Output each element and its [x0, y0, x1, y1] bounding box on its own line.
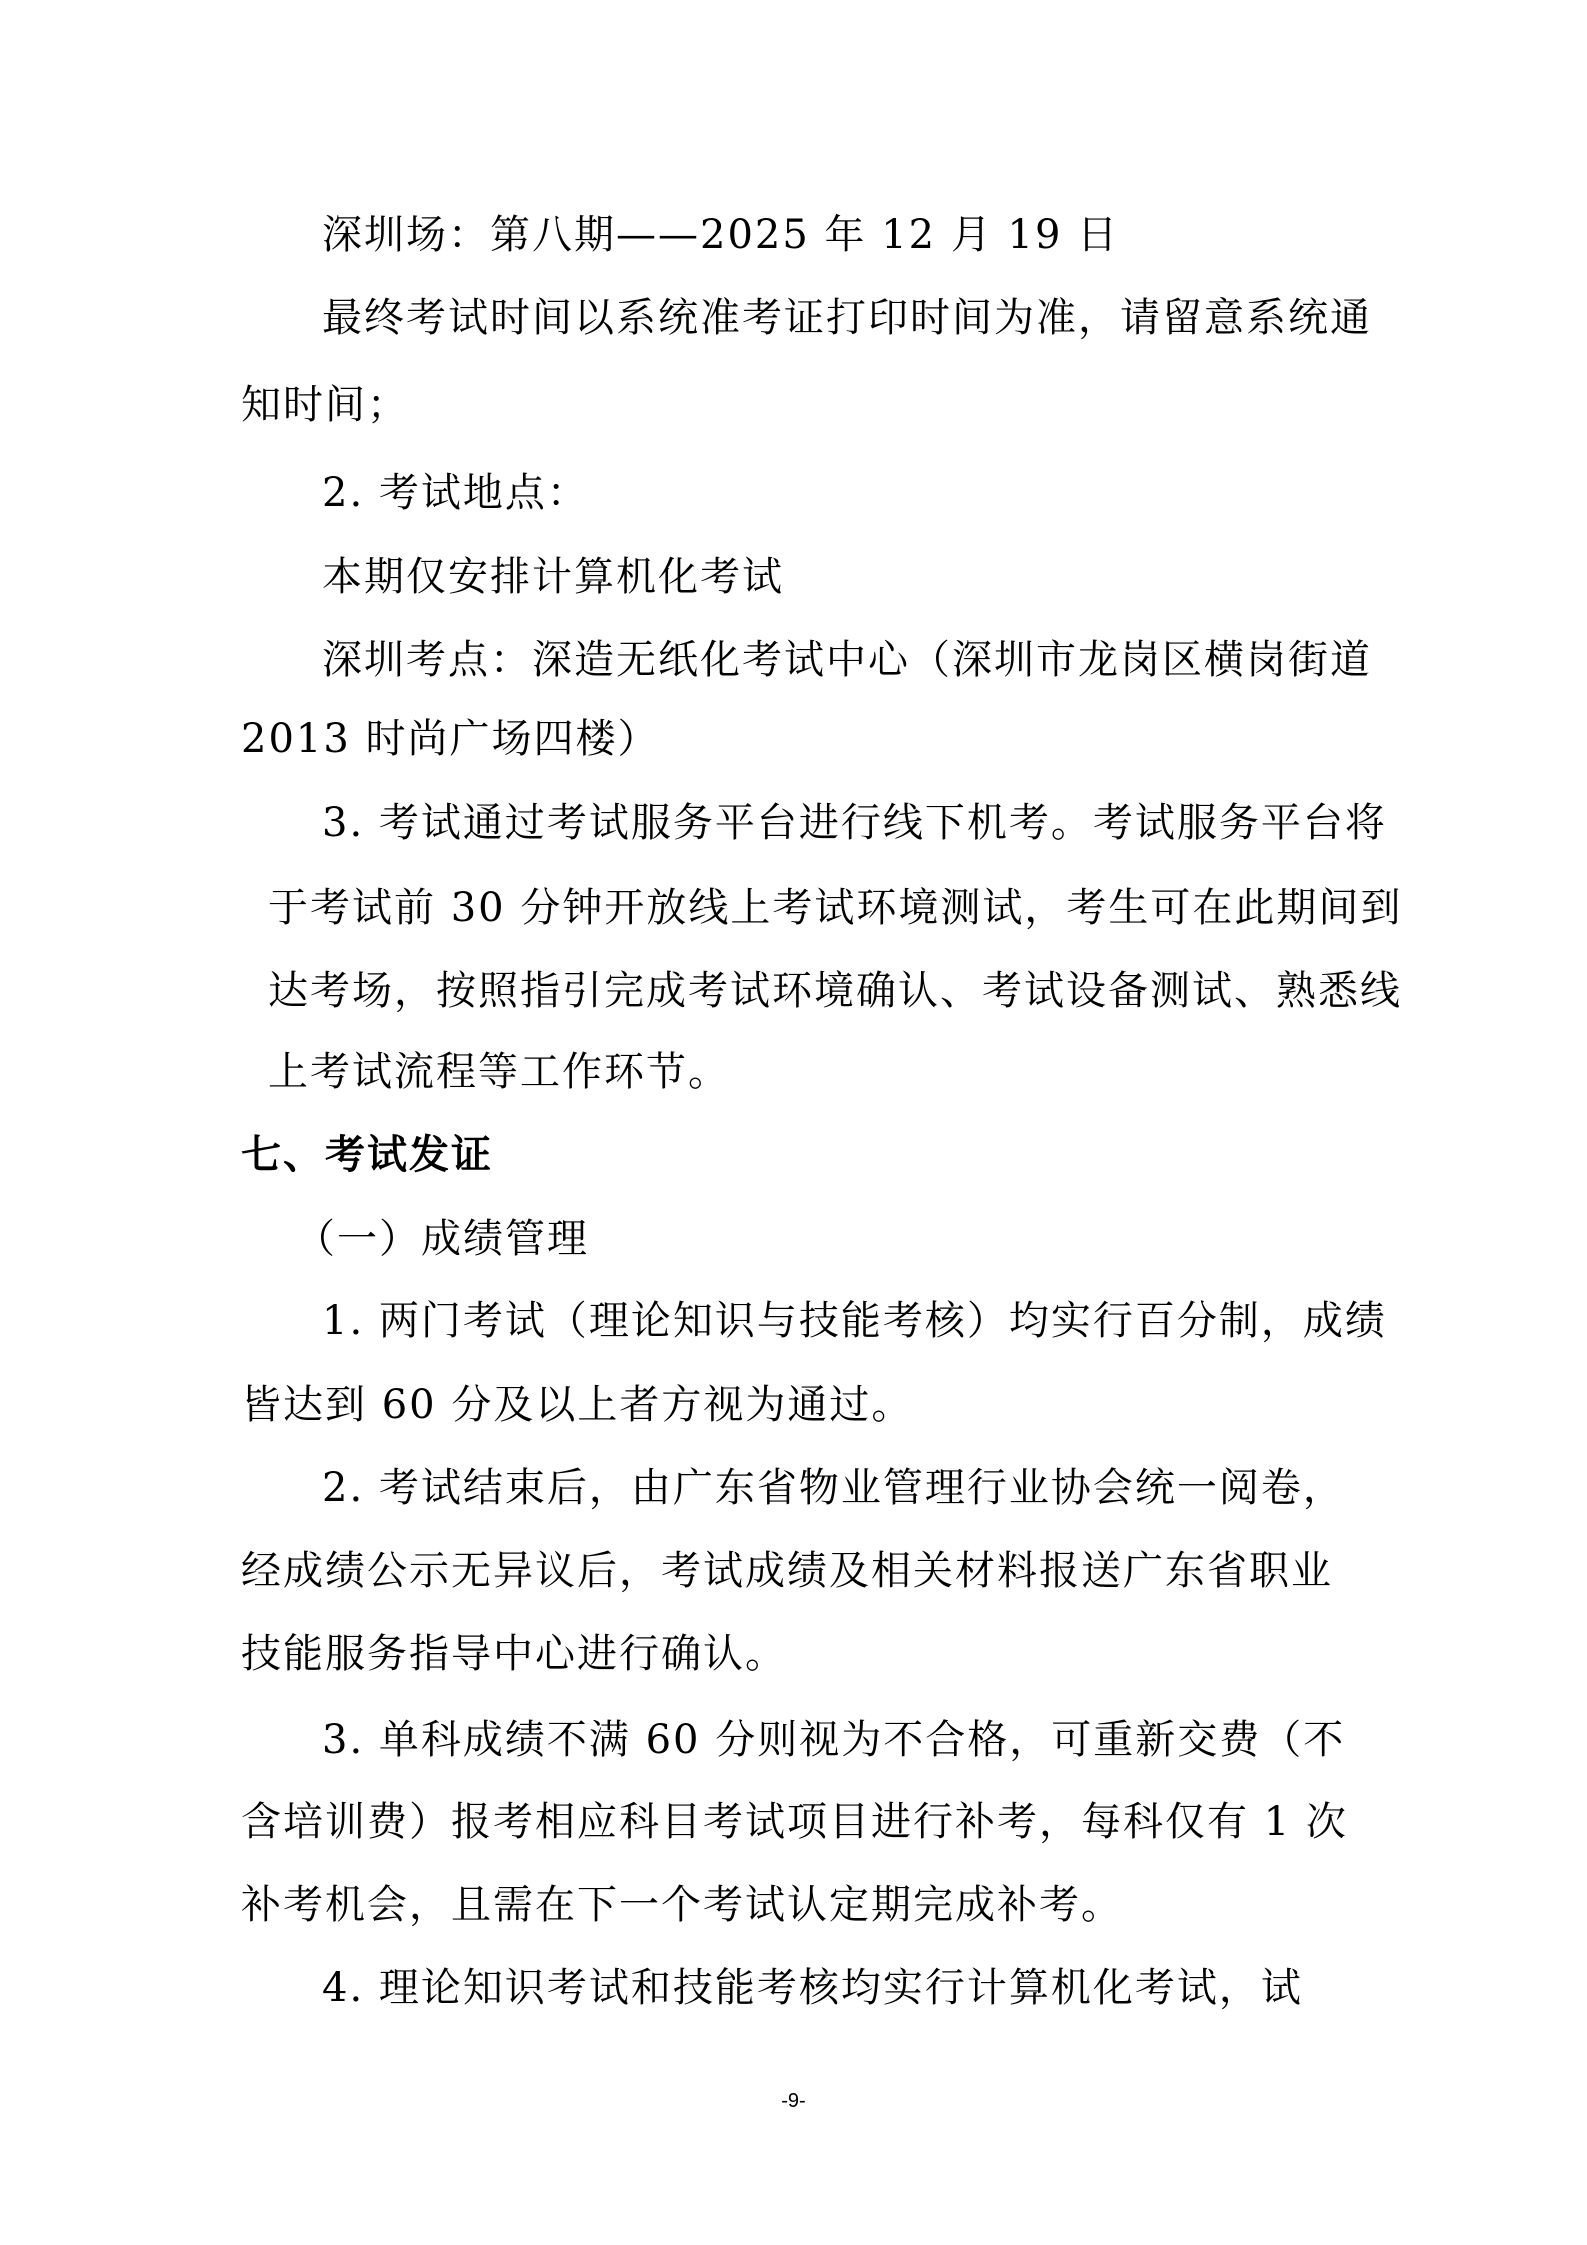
text-line: 2013 时尚广场四楼） [241, 716, 660, 762]
text-line: 深圳场：第八期——2025 年 12 月 19 日 [322, 212, 1120, 258]
section-heading: 七、考试发证 [241, 1132, 493, 1178]
text-line: 经成绩公示无异议后，考试成绩及相关材料报送广东省职业 [241, 1548, 1333, 1594]
text-line: 含培训费）报考相应科目考试项目进行补考，每科仅有 1 次 [241, 1799, 1348, 1845]
text-line: 4. 理论知识考试和技能考核均实行计算机化考试，试 [322, 1965, 1303, 2011]
subsection-heading: （一）成绩管理 [295, 1216, 589, 1262]
text-line: 1. 两门考试（理论知识与技能考核）均实行百分制，成绩 [322, 1298, 1387, 1344]
text-line: 知时间； [241, 382, 409, 428]
text-line: 3. 考试通过考试服务平台进行线下机考。考试服务平台将 [322, 800, 1387, 846]
text-line: 达考场，按照指引完成考试环境确认、考试设备测试、熟悉线 [268, 968, 1402, 1014]
text-line: 上考试流程等工作环节。 [268, 1049, 730, 1095]
text-line: 本期仅安排计算机化考试 [322, 554, 784, 600]
text-line: 3. 单科成绩不满 60 分则视为不合格，可重新交费（不 [322, 1717, 1346, 1763]
text-line: 最终考试时间以系统准考证打印时间为准，请留意系统通 [322, 295, 1372, 341]
text-line: 技能服务指导中心进行确认。 [241, 1631, 787, 1677]
text-line: 皆达到 60 分及以上者方视为通过。 [241, 1382, 914, 1428]
text-line: 补考机会，且需在下一个考试认定期完成补考。 [241, 1882, 1123, 1928]
text-line: 于考试前 30 分钟开放线上考试环境测试，考生可在此期间到 [268, 885, 1403, 931]
text-line: 深圳考点：深造无纸化考试中心（深圳市龙岗区横岗街道 [322, 637, 1372, 683]
text-line: 2. 考试地点： [322, 470, 589, 516]
text-line: 2. 考试结束后，由广东省物业管理行业协会统一阅卷， [322, 1465, 1345, 1511]
page-number: -9- [781, 2090, 806, 2112]
